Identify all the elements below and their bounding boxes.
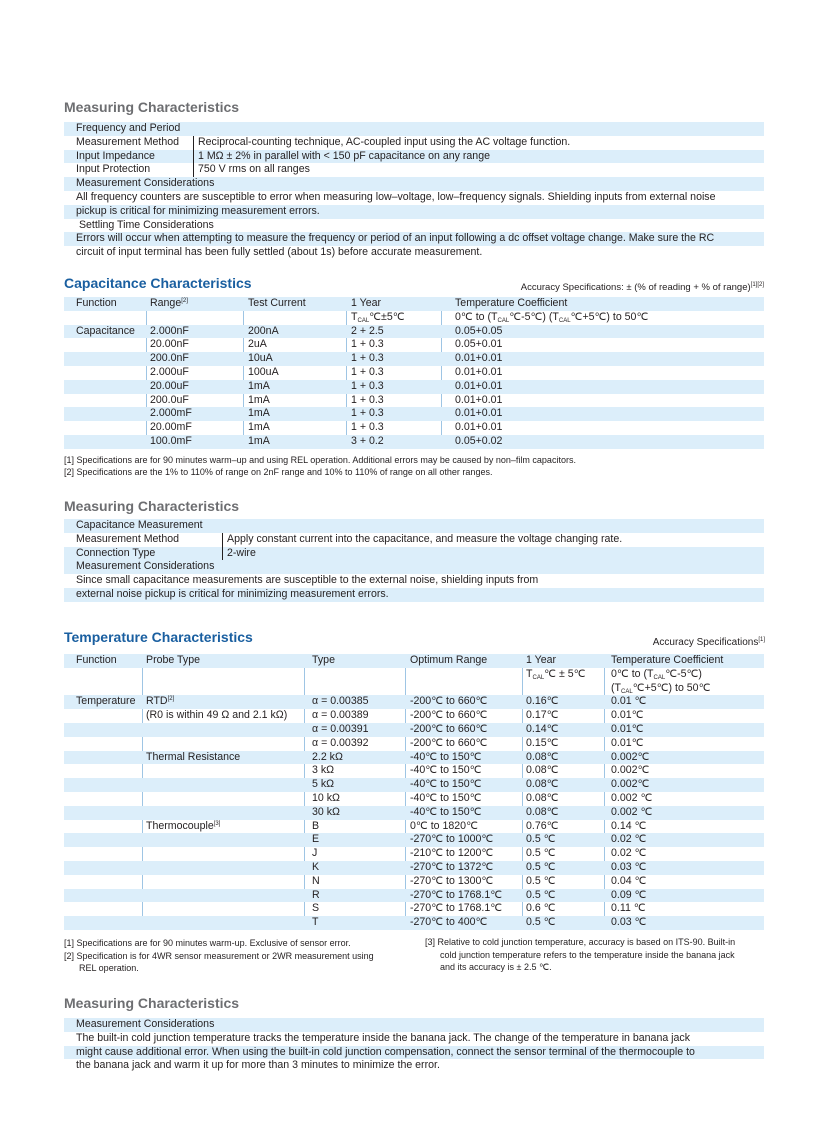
- cond-a: 0℃ to (T: [455, 310, 498, 323]
- row-label: Input Impedance: [76, 149, 155, 162]
- col-header-function: Function: [76, 297, 117, 309]
- cond-b: ℃-5℃) (T: [509, 310, 559, 323]
- cell-function: Capacitance: [76, 324, 135, 337]
- cell-test-current: 1mA: [248, 393, 270, 406]
- cell-type: 10 kΩ: [312, 791, 340, 804]
- row-text: external noise pickup is critical for minimizing measurement errors.: [76, 587, 389, 600]
- cell-range: 20.00nF: [150, 338, 189, 351]
- cell-optimum-range: -40℃ to 150℃: [410, 778, 482, 791]
- cell-temp-coef: 0.01+0.01: [455, 379, 503, 392]
- cond-cal: CAL: [621, 688, 633, 695]
- cell-temp-coef: 0.002℃: [611, 750, 650, 763]
- capacitance-title: Capacitance Characteristics: [64, 275, 252, 291]
- section3-row: [64, 1059, 764, 1073]
- cell-test-current: 1mA: [248, 379, 270, 392]
- one-year-condition: [351, 311, 405, 325]
- cell-temp-coef: 0.01℃: [611, 736, 644, 749]
- temperature-row: [64, 778, 764, 792]
- cell-one-year: 0.14℃: [526, 722, 559, 735]
- cell-one-year: 3 + 0.2: [351, 434, 384, 447]
- temperature-row: [64, 751, 764, 765]
- row-heading: Capacitance Measurement: [76, 519, 203, 531]
- temperature-footnote-right: and its accuracy is ± 2.5 ℃.: [425, 962, 552, 972]
- capacitance-header-row: [64, 297, 764, 311]
- cell-temp-coef: 0.01+0.01: [455, 393, 503, 406]
- row-text: circuit of input terminal has been fully settled (about 1s) before accurate measurement.: [76, 246, 483, 259]
- accuracy-note-text: Accuracy Specifications: [652, 637, 759, 648]
- section3-row: [64, 1046, 764, 1060]
- section2-row: [64, 547, 764, 561]
- cell-type: E: [312, 833, 320, 846]
- temperature-row: [64, 875, 764, 889]
- temperature-row: [64, 902, 764, 916]
- row-heading: Measurement Considerations: [76, 1018, 215, 1030]
- probe-type-sup: [3]: [213, 820, 221, 827]
- cell-optimum-range: -40℃ to 150℃: [410, 750, 482, 763]
- temp-coef-condition: [455, 311, 648, 325]
- section3-row: [64, 1032, 764, 1046]
- cell-one-year: 0.6 ℃: [526, 902, 556, 915]
- cell-type: 30 kΩ: [312, 805, 340, 818]
- cell-optimum-range: -210℃ to 1200℃: [410, 847, 494, 860]
- temperature-footnote-left: [2] Specification is for 4WR sensor measurement or 2WR measurement using: [64, 951, 374, 961]
- section3-row: [64, 1018, 764, 1032]
- cell-type: α = 0.00392: [312, 736, 369, 749]
- cell-temp-coef: 0.03 ℃: [611, 916, 647, 929]
- cond-t: T: [351, 310, 358, 323]
- temperature-row: [64, 695, 764, 709]
- cell-type: α = 0.00391: [312, 722, 369, 735]
- cond-cal: CAL: [357, 317, 370, 324]
- row-text: the banana jack and warm it up for more than 3 minutes to minimize the error.: [76, 1059, 440, 1072]
- section1-row: [64, 219, 764, 233]
- section2-title: Measuring Characteristics: [64, 498, 240, 514]
- cell-temp-coef: 0.002℃: [611, 778, 650, 791]
- cell-temp-coef: 0.002℃: [611, 764, 650, 777]
- capacitance-row: [64, 421, 764, 435]
- cell-optimum-range: 0℃ to 1820℃: [410, 819, 478, 832]
- cell-one-year: 0.08℃: [526, 791, 559, 804]
- temp-coef-condition-1: [611, 668, 702, 682]
- cell-type: B: [312, 819, 320, 832]
- cell-temp-coef: 0.01℃: [611, 709, 644, 722]
- temperature-row: [64, 916, 764, 930]
- cond-cal: CAL: [532, 674, 545, 681]
- capacitance-row: [64, 435, 764, 449]
- row-label: Connection Type: [76, 546, 156, 559]
- cell-optimum-range: -270℃ to 1300℃: [410, 874, 494, 887]
- cond-a: 0℃ to (T: [611, 667, 654, 680]
- col-header-range-text: Range: [150, 297, 182, 309]
- temperature-row: [64, 820, 764, 834]
- cell-range: 20.00uF: [150, 379, 189, 392]
- row-text: Errors will occur when attempting to measure the frequency or period of an input following a dc offset voltage change. Make sure the RC: [76, 232, 715, 245]
- cell-one-year: 0.08℃: [526, 778, 559, 791]
- cond-cal1: CAL: [497, 317, 510, 324]
- cell-optimum-range: -200℃ to 660℃: [410, 709, 488, 722]
- temperature-footnote-left: REL operation.: [64, 963, 139, 973]
- col-header-function: Function: [76, 654, 117, 666]
- capacitance-row: [64, 380, 764, 394]
- section3-table: [64, 1018, 764, 1073]
- capacitance-row: [64, 325, 764, 339]
- cell-temp-coef: 0.02 ℃: [611, 847, 647, 860]
- cond-rest: ℃ ± 5℃: [544, 667, 586, 680]
- section2-row: [64, 560, 764, 574]
- cell-test-current: 1mA: [248, 407, 270, 420]
- temperature-row: [64, 861, 764, 875]
- row-value: Apply constant current into the capacitance, and measure the voltage changing rate.: [222, 533, 622, 547]
- temperature-row: [64, 764, 764, 778]
- cell-temp-coef: 0.01℃: [611, 722, 644, 735]
- cell-one-year: 0.5 ℃: [526, 860, 556, 873]
- section2-row: [64, 519, 764, 533]
- cell-one-year: 0.5 ℃: [526, 833, 556, 846]
- cell-optimum-range: -200℃ to 660℃: [410, 722, 488, 735]
- cell-one-year: 1 + 0.3: [351, 393, 384, 406]
- row-label: Measurement Method: [76, 532, 180, 545]
- cell-one-year: 0.5 ℃: [526, 916, 556, 929]
- temperature-subheader-row: [64, 668, 764, 682]
- section1-table: [64, 122, 764, 260]
- temperature-footnote-left: [1] Specifications are for 90 minutes warm-up. Exclusive of sensor error.: [64, 938, 351, 948]
- cell-temp-coef: 0.002 ℃: [611, 791, 653, 804]
- cell-one-year: 1 + 0.3: [351, 338, 384, 351]
- row-text: might cause additional error. When using the built-in cold junction compensation, connect the sensor terminal of the thermocouple to: [76, 1045, 695, 1058]
- cell-one-year: 0.08℃: [526, 805, 559, 818]
- cell-type: 5 kΩ: [312, 778, 335, 791]
- cell-optimum-range: -270℃ to 1372℃: [410, 860, 494, 873]
- cond-cal2: CAL: [558, 317, 571, 324]
- cell-test-current: 100uA: [248, 365, 279, 378]
- row-value: Reciprocal-counting technique, AC-coupled input using the AC voltage function.: [193, 136, 570, 150]
- cell-test-current: 1mA: [248, 421, 270, 434]
- cell-range: 20.00mF: [150, 421, 192, 434]
- cell-test-current: 200nA: [248, 324, 279, 337]
- probe-type-text: RTD: [146, 695, 168, 708]
- section2-table: [64, 519, 764, 602]
- cond-rest: ℃±5℃: [369, 310, 405, 323]
- capacitance-footnote: [2] Specifications are the 1% to 110% of range on 2nF range and 10% to 110% of range on all other ranges.: [64, 467, 493, 477]
- capacitance-subheader-row: [64, 311, 764, 325]
- cell-optimum-range: -200℃ to 660℃: [410, 736, 488, 749]
- section1-row: [64, 177, 764, 191]
- cell-temp-coef: 0.01+0.01: [455, 352, 503, 365]
- cond-c: ℃+5℃) to 50℃: [570, 310, 649, 323]
- capacitance-row: [64, 338, 764, 352]
- cell-type: 3 kΩ: [312, 764, 335, 777]
- accuracy-note-sup: [1]: [758, 637, 765, 643]
- cell-temp-coef: 0.14 ℃: [611, 819, 647, 832]
- cell-probe-type: [146, 709, 287, 723]
- temperature-header-row: [64, 654, 764, 668]
- row-text: All frequency counters are susceptible to error when measuring low–voltage, low–frequency signals. Shielding inputs from external noise: [76, 190, 716, 203]
- cell-optimum-range: -270℃ to 1768.1℃: [410, 888, 503, 901]
- cell-one-year: 1 + 0.3: [351, 365, 384, 378]
- row-text: pickup is critical for minimizing measurement errors.: [76, 204, 320, 217]
- cell-type: α = 0.00389: [312, 709, 369, 722]
- cond-a: (T: [611, 681, 621, 694]
- row-text: Since small capacitance measurements are susceptible to the external noise, shielding inputs from: [76, 574, 539, 587]
- row-heading: Settling Time Considerations: [76, 218, 214, 231]
- cell-type: S: [312, 902, 320, 915]
- col-header-range: [150, 297, 188, 311]
- cell-one-year: 1 + 0.3: [351, 407, 384, 420]
- row-label: Input Protection: [76, 163, 151, 176]
- section1-row: [64, 122, 764, 136]
- cond-t: T: [526, 667, 533, 680]
- probe-type-sup: [2]: [167, 696, 175, 703]
- cell-one-year: 0.5 ℃: [526, 874, 556, 887]
- col-header-one-year: 1 Year: [351, 297, 382, 309]
- cell-type: T: [312, 916, 319, 929]
- cell-temp-coef: 0.03 ℃: [611, 860, 647, 873]
- row-value: 1 MΩ ± 2% in parallel with < 150 pF capacitance on any range: [193, 150, 490, 164]
- cell-type: J: [312, 847, 318, 860]
- cell-temp-coef: 0.05+0.05: [455, 324, 503, 337]
- capacitance-row: [64, 366, 764, 380]
- cond-cal: CAL: [653, 674, 666, 681]
- temperature-row: [64, 889, 764, 903]
- temperature-row: [64, 847, 764, 861]
- row-label: Measurement Method: [76, 135, 180, 148]
- section2-row: [64, 588, 764, 602]
- col-header-one-year: 1 Year: [526, 654, 557, 666]
- cell-temp-coef: 0.01+0.01: [455, 421, 503, 434]
- temperature-row: [64, 833, 764, 847]
- temperature-accuracy-note: [653, 637, 765, 648]
- cell-optimum-range: -270℃ to 400℃: [410, 916, 488, 929]
- row-text: The built-in cold junction temperature tracks the temperature inside the banana jack. The change of the temperature in banana jack: [76, 1031, 691, 1044]
- row-heading: Measurement Considerations: [76, 177, 215, 190]
- capacitance-footnote: [1] Specifications are for 90 minutes warm–up and using REL operation. Additional errors may be caused by non–film capacitors.: [64, 455, 576, 465]
- cell-probe-type: [146, 695, 174, 709]
- cell-one-year: 1 + 0.3: [351, 379, 384, 392]
- section2-row: [64, 533, 764, 547]
- cell-temp-coef: 0.04 ℃: [611, 874, 647, 887]
- cell-one-year: 0.15℃: [526, 736, 559, 749]
- cell-type: N: [312, 874, 320, 887]
- cell-optimum-range: -270℃ to 1000℃: [410, 833, 494, 846]
- capacitance-row: [64, 352, 764, 366]
- section2-row: [64, 574, 764, 588]
- probe-type-text: Thermal Resistance: [146, 750, 241, 763]
- col-header-type: Type: [312, 654, 335, 666]
- cell-one-year: 0.5 ℃: [526, 847, 556, 860]
- section1-row: [64, 191, 764, 205]
- cond-b: ℃-5℃): [665, 667, 702, 680]
- section1-row: [64, 205, 764, 219]
- cell-range: 2.000mF: [150, 407, 192, 420]
- cell-temp-coef: 0.002 ℃: [611, 805, 653, 818]
- cell-probe-type: [146, 751, 240, 765]
- cell-temp-coef: 0.05+0.01: [455, 338, 503, 351]
- cell-type: R: [312, 888, 320, 901]
- row-value: 750 V rms on all ranges: [193, 163, 310, 177]
- temperature-row: [64, 806, 764, 820]
- cell-one-year: 0.08℃: [526, 764, 559, 777]
- col-header-temp-coef: Temperature Coefficient: [611, 654, 724, 666]
- section1-row: [64, 163, 764, 177]
- temperature-footnote-right: [3] Relative to cold junction temperature, accuracy is based on ITS-90. Built-in: [425, 937, 736, 947]
- temperature-row: [64, 792, 764, 806]
- section1-row: [64, 246, 764, 260]
- cell-one-year: 0.16℃: [526, 695, 559, 708]
- capacitance-row: [64, 407, 764, 421]
- cell-one-year: 0.76℃: [526, 819, 559, 832]
- section1-title: Measuring Characteristics: [64, 99, 240, 115]
- cell-optimum-range: -40℃ to 150℃: [410, 791, 482, 804]
- cell-optimum-range: -270℃ to 1768.1℃: [410, 902, 503, 915]
- cell-temp-coef: 0.05+0.02: [455, 434, 503, 447]
- col-header-temp-coef: Temperature Coefficient: [455, 297, 568, 309]
- cell-temp-coef: 0.01+0.01: [455, 407, 503, 420]
- cell-range: 100.0mF: [150, 434, 192, 447]
- cell-probe-type: [146, 820, 220, 834]
- col-header-probe-type: Probe Type: [146, 654, 200, 666]
- temperature-row: [64, 737, 764, 751]
- cell-temp-coef: 0.01+0.01: [455, 365, 503, 378]
- cell-one-year: 1 + 0.3: [351, 352, 384, 365]
- cell-one-year: 0.17℃: [526, 709, 559, 722]
- row-heading: Frequency and Period: [76, 122, 181, 134]
- temperature-row: [64, 723, 764, 737]
- cell-range: 200.0nF: [150, 352, 189, 365]
- cell-range: 200.0uF: [150, 393, 189, 406]
- probe-type-text: (R0 is within 49 Ω and 2.1 kΩ): [146, 709, 288, 722]
- section1-row: [64, 150, 764, 164]
- capacitance-accuracy-note: [521, 282, 764, 293]
- row-value: 2-wire: [222, 547, 256, 561]
- section1-row: [64, 136, 764, 150]
- cell-one-year: 0.08℃: [526, 750, 559, 763]
- section3-title: Measuring Characteristics: [64, 995, 240, 1011]
- section1-row: [64, 232, 764, 246]
- cell-type: 2.2 kΩ: [312, 750, 343, 763]
- cell-one-year: 0.5 ℃: [526, 888, 556, 901]
- cond-b: ℃+5℃) to 50℃: [632, 681, 711, 694]
- temp-coef-condition-2: [611, 682, 710, 696]
- cell-temp-coef: 0.01 ℃: [611, 695, 647, 708]
- temperature-subheader-row: [64, 682, 764, 696]
- accuracy-note-text: Accuracy Specifications: ± (% of reading + % of range): [520, 282, 751, 293]
- cell-optimum-range: -200℃ to 660℃: [410, 695, 488, 708]
- cell-range: 2.000nF: [150, 324, 189, 337]
- cell-type: α = 0.00385: [312, 695, 369, 708]
- probe-type-text: Thermocouple: [146, 819, 214, 832]
- cell-function: Temperature: [76, 695, 136, 708]
- cell-optimum-range: -40℃ to 150℃: [410, 764, 482, 777]
- cell-one-year: 1 + 0.3: [351, 421, 384, 434]
- col-header-optimum-range: Optimum Range: [410, 654, 488, 666]
- col-header-test-current: Test Current: [248, 297, 306, 309]
- cell-test-current: 1mA: [248, 434, 270, 447]
- cell-test-current: 2uA: [248, 338, 267, 351]
- cell-one-year: 2 + 2.5: [351, 324, 384, 337]
- cell-range: 2.000uF: [150, 365, 189, 378]
- temperature-table: [64, 654, 764, 930]
- cell-optimum-range: -40℃ to 150℃: [410, 805, 482, 818]
- capacitance-row: [64, 394, 764, 408]
- col-header-range-sup: [2]: [181, 298, 188, 304]
- accuracy-note-sup: [1][2]: [750, 282, 764, 288]
- cell-test-current: 10uA: [248, 352, 273, 365]
- cell-temp-coef: 0.11 ℃: [611, 902, 646, 915]
- temperature-row: [64, 709, 764, 723]
- one-year-condition: [526, 668, 586, 682]
- cell-temp-coef: 0.09 ℃: [611, 888, 647, 901]
- cell-temp-coef: 0.02 ℃: [611, 833, 647, 846]
- temperature-title: Temperature Characteristics: [64, 629, 253, 645]
- row-heading: Measurement Considerations: [76, 560, 215, 573]
- cell-type: K: [312, 860, 320, 873]
- temperature-footnote-right: cold junction temperature refers to the temperature inside the banana jack: [425, 950, 735, 960]
- capacitance-table: [64, 297, 764, 449]
